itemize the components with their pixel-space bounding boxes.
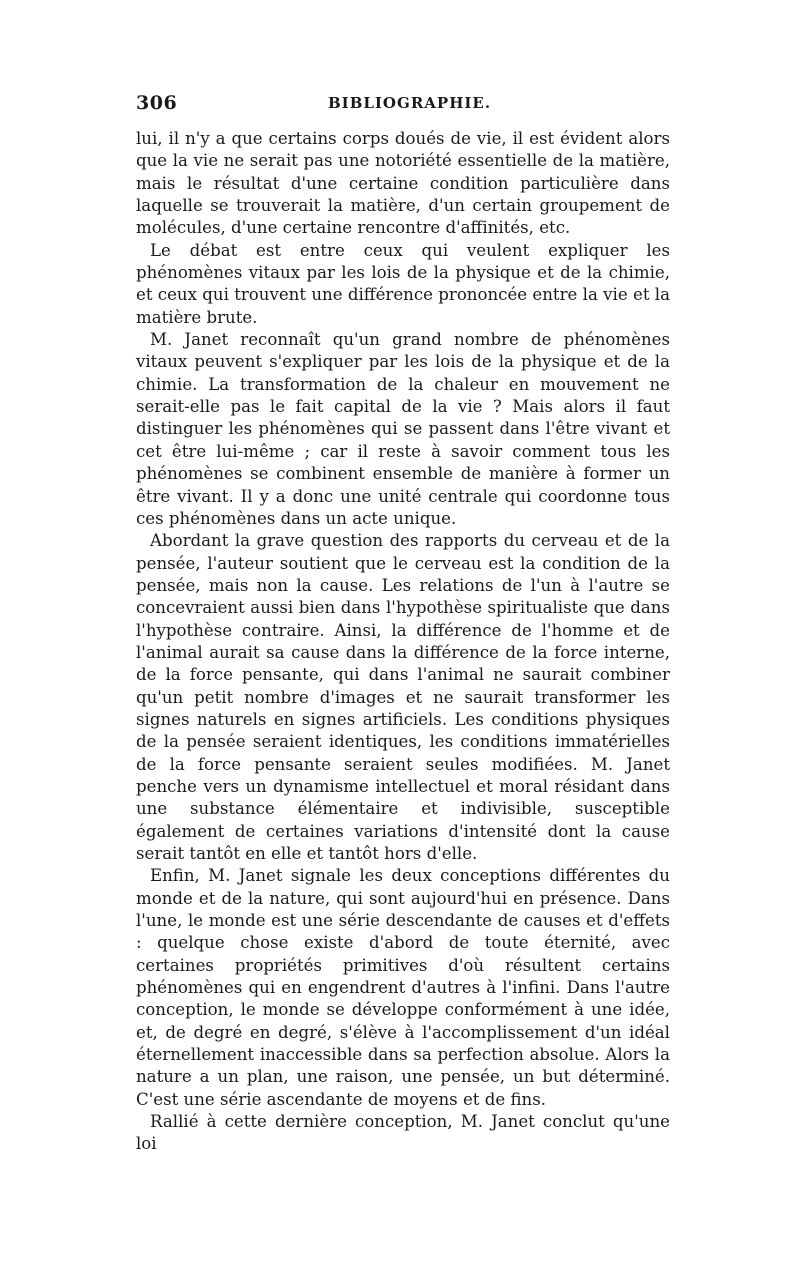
paragraph: Abordant la grave question des rapports du cerveau et de la pensée, l'auteur soutient que le cerveau est la condition de la pensée, mais non la cause. Les relations de l'un à l'autre se concevraient aussi bien dans l'hypothèse spiritualiste que dans l'hypothèse contraire. Ainsi, la différence de l'homme et de l'animal aurait sa cause dans la différence de la force interne, de la force pensante, qui dans l'animal ne saurait combiner qu'un petit nombre d'images et ne saurait transformer les signes naturels en signes artificiels. Les conditions physiques de la pensée seraient identiques, les conditions immatérielles de la force pensante seraient seules modifiées. M. Janet penche vers un dynamisme intellectuel et moral résidant dans une substance élémentaire et indivisible, susceptible également de certaines variations d'intensité dont la cause serait tantôt en elle et tantôt hors d'elle. [136, 531, 670, 863]
page-number: 306 [136, 92, 178, 114]
paragraph: Enfin, M. Janet signale les deux conceptions différentes du monde et de la nature, qui sont aujourd'hui en présence. Dans l'une, le monde est une série descendante de causes et d'effets : quelque chose existe d'abord de toute éternité, avec certaines propriétés primitives d'où résultent certains phénomènes qui en engendrent d'autres à l'infini. Dans l'autre conception, le monde se développe conformément à une idée, et, de degré en degré, s'élève à l'accomplissement d'un idéal éternellement inaccessible dans sa perfection absolue. Alors la nature a un plan, une raison, une pensée, un but déterminé. C'est une série ascendante de moyens et de fins. [136, 866, 670, 1109]
body-text [136, 128, 670, 1156]
running-title: BIBLIOGRAPHIE. [328, 94, 492, 112]
page-header [136, 92, 670, 120]
paragraph-continued: lui, il n'y a que certains corps doués de vie, il est évident alors que la vie ne serait pas une notoriété essentielle de la matière, mais le résultat d'une certaine condition particulière dans laquelle se trouverait la matière, d'un certain groupement de molécules, d'une certaine rencontre d'affinités, etc. [136, 129, 670, 238]
paragraph: M. Janet reconnaît qu'un grand nombre de phénomènes vitaux peuvent s'expliquer par les lois de la physique et de la chimie. La transformation de la chaleur en mouvement ne serait-elle pas le fait capital de la vie ? Mais alors il faut distinguer les phénomènes qui se passent dans l'être vivant et cet être lui-même ; car il reste à savoir comment tous les phénomènes se combinent ensemble de manière à former un être vivant. Il y a donc une unité centrale qui coordonne tous ces phénomènes dans un acte unique. [136, 330, 670, 528]
book-page [136, 92, 670, 1156]
paragraph: Le débat est entre ceux qui veulent expliquer les phénomènes vitaux par les lois de la physique et de la chimie, et ceux qui trouvent une différence prononcée entre la vie et la matière brute. [136, 240, 670, 327]
paragraph: Rallié à cette dernière conception, M. Janet conclut qu'une loi [136, 1112, 670, 1154]
